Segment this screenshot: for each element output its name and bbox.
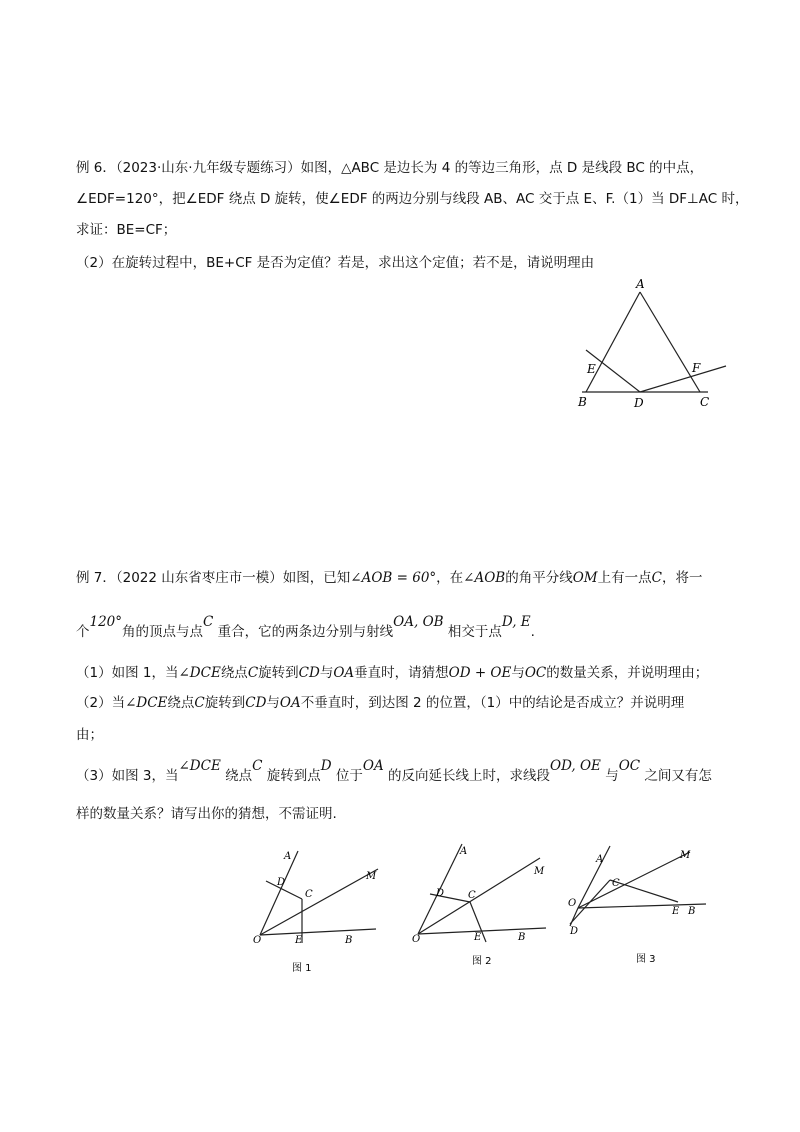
- math-oa: OA: [362, 758, 384, 774]
- f1-label-E: E: [295, 935, 303, 946]
- text: （3）如图 3，当: [76, 768, 179, 784]
- math-angle-dce: ∠DCE: [178, 665, 221, 681]
- f1-label-A: A: [284, 851, 292, 862]
- ex6-line-2: ∠EDF=120°，把∠EDF 绕点 D 旋转，使∠EDF 的两边分别与线段 AB、AC 交于点 E、F.（1）当 DF⊥AC 时，: [76, 191, 749, 207]
- f1-label-D: D: [277, 877, 286, 888]
- text: 绕点: [167, 695, 195, 711]
- text: 相交于点: [447, 624, 502, 640]
- f3-label-O: O: [568, 898, 577, 909]
- ex7-line-6: [76, 758, 712, 785]
- math-d: D: [320, 758, 332, 774]
- ex7-figure-2: [410, 838, 550, 973]
- label-C: C: [700, 395, 710, 409]
- math-oa: OA: [333, 665, 355, 681]
- ex6-line-3: 求证：BE=CF；: [76, 222, 177, 238]
- ex6-line-4: （2）在旋转过程中，BE+CF 是否为定值？若是，求出这个定值；若不是，请说明理由: [76, 255, 595, 271]
- math-cd: CD: [245, 695, 267, 711]
- f2-label-M: M: [534, 866, 545, 877]
- math-oc: OC: [524, 665, 547, 681]
- text: 与: [266, 695, 280, 711]
- ex7-figure-3: [566, 838, 726, 973]
- f3-label-M: M: [680, 850, 691, 861]
- f2-label-O: O: [412, 934, 421, 945]
- math-c: C: [203, 614, 214, 630]
- text: （2）当: [76, 695, 126, 711]
- math-120: 120°: [89, 614, 123, 630]
- ex6-triangle-figure: [576, 278, 736, 413]
- label-F: F: [692, 361, 701, 375]
- text: 与: [319, 665, 334, 681]
- f2-caption: 图 2: [472, 956, 492, 967]
- f3-label-C: C: [612, 878, 620, 889]
- f3-label-B: B: [688, 906, 696, 917]
- ex7-line-2: [76, 614, 535, 641]
- text: 重合，它的两条边分别与射线: [217, 624, 394, 640]
- text: 位于: [335, 768, 363, 784]
- label-D: D: [634, 396, 644, 410]
- f2-label-A: A: [460, 846, 468, 857]
- math-c: C: [247, 665, 259, 681]
- text: 绕点: [220, 665, 248, 681]
- text: 的反向延长线上时，求线段: [388, 768, 550, 784]
- math-om: OM: [572, 570, 598, 586]
- ex7-line-3: [76, 664, 708, 682]
- text: 绕点: [225, 768, 253, 784]
- label-A: A: [636, 278, 645, 291]
- text: 上有一点: [597, 570, 652, 586]
- text: 不垂直时，到达图 2 的位置，（1）中的结论是否成立？并说明理: [300, 695, 685, 711]
- f3-label-D: D: [570, 926, 579, 937]
- f1-label-M: M: [366, 871, 377, 882]
- math-cd: CD: [298, 665, 320, 681]
- f3-label-A: A: [596, 854, 604, 865]
- math-c: C: [194, 695, 205, 711]
- text: 角的顶点与点: [122, 624, 204, 640]
- f2-label-E: E: [474, 932, 482, 943]
- text: 与: [511, 665, 525, 681]
- text: ，在: [436, 570, 464, 586]
- ex6-line-1: 例 6．（2023·山东·九年级专题练习）如图，△ABC 是边长为 4 的等边三角形，点 D 是线段 BC 的中点，: [76, 160, 704, 176]
- text: 的角平分线: [505, 570, 573, 586]
- text: 旋转到点: [266, 768, 321, 784]
- text: .: [530, 624, 535, 640]
- f2-label-D: D: [436, 888, 445, 899]
- math-angle-aob-60: ∠AOB = 60°: [350, 570, 437, 586]
- f1-label-O: O: [253, 935, 262, 946]
- text: 与: [605, 768, 619, 784]
- ex7-figure-1: [252, 843, 382, 978]
- ex7-line-1: [76, 569, 702, 587]
- text: ，将一: [661, 570, 703, 586]
- math-angle-dce: ∠DCE: [125, 695, 168, 711]
- label-B: B: [578, 395, 587, 409]
- math-c: C: [651, 570, 662, 586]
- text: 之间又有怎: [644, 768, 712, 784]
- math-d-e: D, E: [501, 614, 531, 630]
- f1-label-C: C: [305, 889, 313, 900]
- math-od-plus-oe: OD + OE: [448, 665, 512, 681]
- f2-label-C: C: [468, 890, 476, 901]
- f3-label-E: E: [672, 906, 680, 917]
- math-oa-ob: OA, OB: [393, 614, 444, 630]
- math-c: C: [252, 758, 263, 774]
- math-od-oe: OD, OE: [550, 758, 601, 774]
- label-E: E: [587, 362, 596, 376]
- math-angle-dce: ∠DCE: [178, 758, 221, 774]
- text: 旋转到: [204, 695, 246, 711]
- text: 的数量关系，并说明理由；: [546, 665, 709, 681]
- text: 旋转到: [258, 665, 299, 681]
- ex7-line-4: [76, 694, 684, 712]
- math-angle-aob: ∠AOB: [463, 570, 506, 586]
- f2-label-B: B: [518, 932, 526, 943]
- math-oa: OA: [279, 695, 301, 711]
- text: （1）如图 1，当: [76, 665, 179, 681]
- f3-caption: 图 3: [636, 954, 656, 965]
- f1-label-B: B: [345, 935, 353, 946]
- ex7-line-5: 由；: [76, 727, 103, 743]
- text: 垂直时，请猜想: [354, 665, 449, 681]
- ex7-line-7: 样的数量关系？请写出你的猜想，不需证明.: [76, 806, 337, 822]
- text: 个: [76, 624, 90, 640]
- f1-caption: 图 1: [292, 963, 312, 974]
- math-oc: OC: [618, 758, 641, 774]
- text: 例 7．（2022 山东省枣庄市一模）如图，已知: [76, 570, 351, 586]
